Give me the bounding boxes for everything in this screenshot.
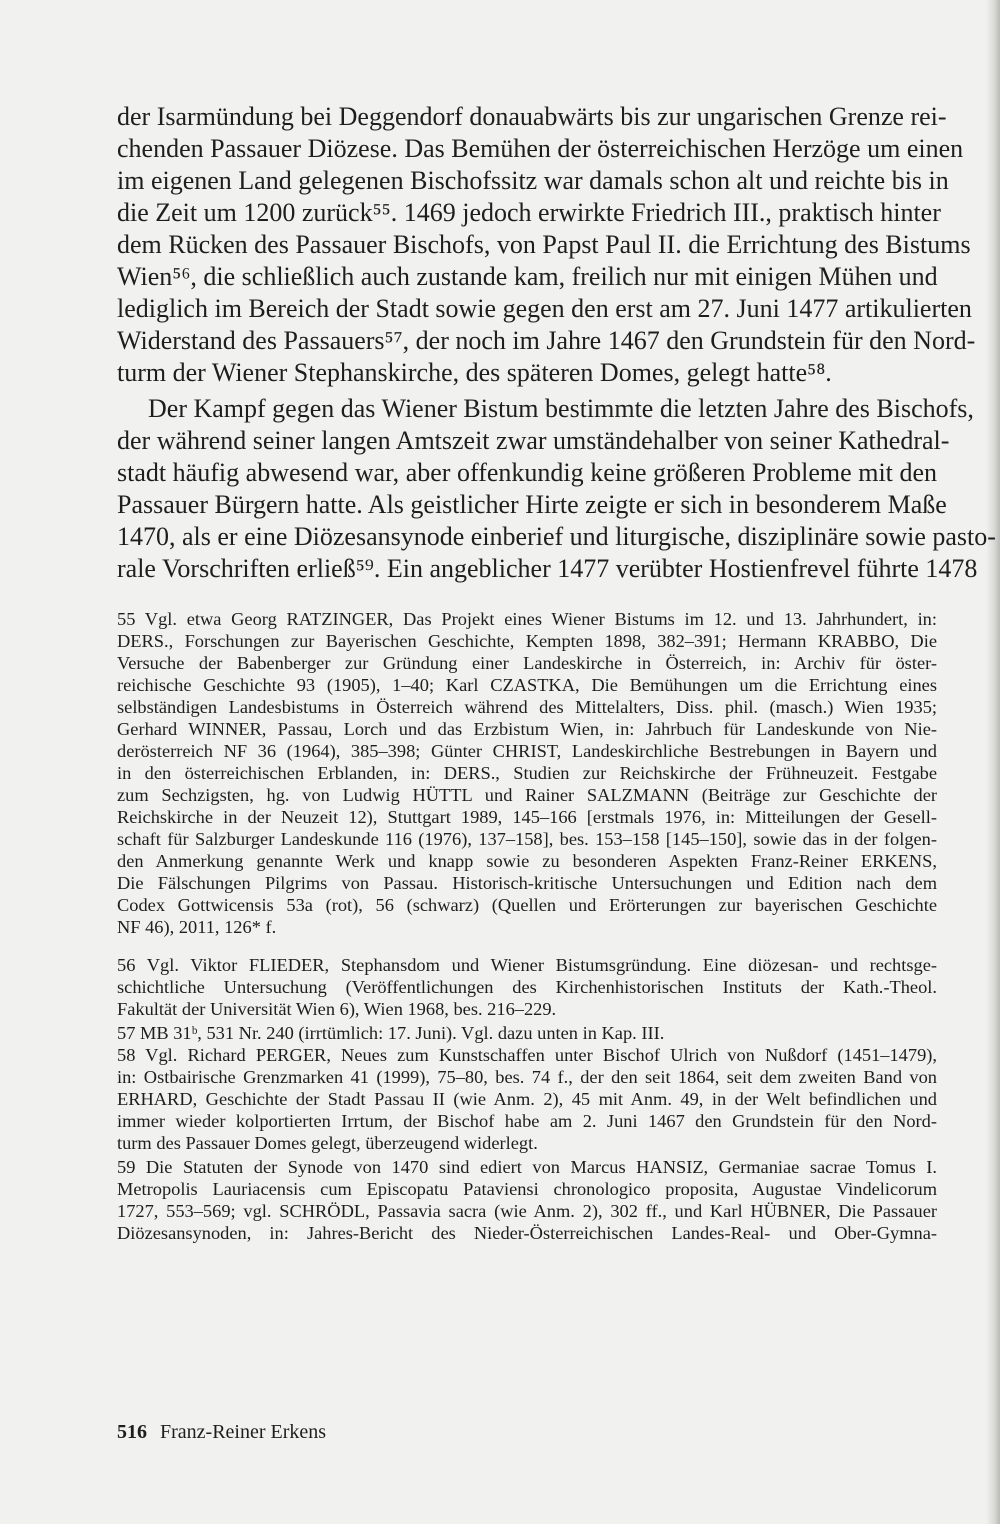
footnote-line: schaft für Salzburger Landeskunde 116 (1976), 137–158], bes. 153–158 [145–150], sowie das in der folgen-: [117, 829, 937, 849]
footnote-line: selbständigen Landesbistums in Österreich während des Mittelalters, Diss. phil. (masch.) Wien 1935;: [117, 697, 937, 717]
body-line: Passauer Bürgern hatte. Als geistlicher Hirte zeigte er sich in besonderem Maße: [117, 490, 947, 519]
body-line: im eigenen Land gelegenen Bischofssitz war damals schon alt und reichte bis in: [117, 166, 949, 195]
body-line: rale Vorschriften erließ⁵⁹. Ein angeblicher 1477 verübter Hostienfrevel führte 1478: [117, 554, 978, 583]
page-footer: [117, 1419, 326, 1445]
footnote-line: Gerhard WINNER, Passau, Lorch und das Erzbistum Wien, in: Jahrbuch für Landeskunde von Nie-: [117, 719, 937, 739]
footnote-line: immer wieder kolportierten Irrtum, der Bischof habe am 2. Juni 1467 den Grundstein für den Nord-: [117, 1111, 937, 1131]
footnote-line: 55 Vgl. etwa Georg RATZINGER, Das Projekt eines Wiener Bistums im 12. und 13. Jahrhundert, in:: [117, 609, 937, 629]
body-line: stadt häufig abwesend war, aber offenkundig keine größeren Probleme mit den: [117, 458, 937, 487]
footnote-line: Die Fälschungen Pilgrims von Passau. Historisch-kritische Untersuchungen und Edition nach dem: [117, 873, 937, 893]
body-line: 1470, als er eine Diözesansynode einberief und liturgische, disziplinäre sowie pasto-: [117, 522, 996, 551]
footnote-line: Versuche der Babenberger zur Gründung einer Landeskirche in Österreich, in: Archiv für öster-: [117, 653, 937, 673]
footnote-line: derösterreich NF 36 (1964), 385–398; Günter CHRIST, Landeskirchliche Bestrebungen in Bayern und: [117, 741, 937, 761]
body-line: lediglich im Bereich der Stadt sowie gegen den erst am 27. Juni 1477 artikulierten: [117, 294, 972, 323]
body-line: chenden Passauer Diözese. Das Bemühen der österreichischen Herzöge um einen: [117, 134, 964, 163]
body-line: Wien⁵⁶, die schließlich auch zustande kam, freilich nur mit einigen Mühen und: [117, 262, 938, 291]
footnote-line: turm des Passauer Domes gelegt, überzeugend widerlegt.: [117, 1133, 538, 1153]
footnote-line: in: Ostbairische Grenzmarken 41 (1999), 75–80, bes. 74 f., der den seit 1864, seit dem zweiten Band von: [117, 1067, 937, 1087]
footnote-line: Fakultät der Universität Wien 6), Wien 1968, bes. 216–229.: [117, 999, 557, 1019]
footnote-line: 56 Vgl. Viktor FLIEDER, Stephansdom und Wiener Bistumsgründung. Eine diözesan- und rechtsge-: [117, 955, 937, 975]
footnote-line: Reichskirche in der Neuzeit 12), Stuttgart 1989, 145–166 [erstmals 1976, in: Mitteilungen der Gesell-: [117, 807, 937, 827]
footnote-line: schichtliche Untersuchung (Veröffentlichungen des Kirchenhistorischen Instituts der Kath.-Theol.: [117, 977, 937, 997]
body-line: Widerstand des Passauers⁵⁷, der noch im Jahre 1467 den Grundstein für den Nord-: [117, 326, 976, 355]
footnote-line: in den österreichischen Erblanden, in: DERS., Studien zur Reichskirche der Frühneuzeit. Festgabe: [117, 763, 937, 783]
footnote-line: 57 MB 31ᵇ, 531 Nr. 240 (irrtümlich: 17. Juni). Vgl. dazu unten in Kap. III.: [117, 1023, 665, 1043]
footnote-line: Diözesansynoden, in: Jahres-Bericht des Nieder-Österreichischen Landes-Real- und Ober-Gymna-: [117, 1223, 937, 1243]
running-author: Franz-Reiner Erkens: [160, 1421, 327, 1443]
footnote-line: 1727, 553–569; vgl. SCHRÖDL, Passavia sacra (wie Anm. 2), 302 ff., und Karl HÜBNER, Die Passauer: [117, 1201, 937, 1221]
body-line: die Zeit um 1200 zurück⁵⁵. 1469 jedoch erwirkte Friedrich III., praktisch hinter: [117, 198, 941, 227]
footnote-line: 58 Vgl. Richard PERGER, Neues zum Kunstschaffen unter Bischof Ulrich von Nußdorf (1451–1479),: [117, 1045, 937, 1065]
footnote-line: DERS., Forschungen zur Bayerischen Geschichte, Kempten 1898, 382–391; Hermann KRABBO, Die: [117, 631, 937, 651]
body-line: der während seiner langen Amtszeit zwar umständehalber von seiner Kathedral-: [117, 426, 950, 455]
footnote-line: zum Sechzigsten, hg. von Ludwig HÜTTL und Rainer SALZMANN (Beiträge zur Geschichte der: [117, 785, 937, 805]
footnote-line: Metropolis Lauriacensis cum Episcopatu Pataviensi chronologico proposita, Augustae Vindelicorum: [117, 1179, 937, 1199]
page-number: 516: [117, 1421, 147, 1443]
footnote-line: NF 46), 2011, 126* f.: [117, 917, 277, 937]
body-line: dem Rücken des Passauer Bischofs, von Papst Paul II. die Errichtung des Bistums: [117, 230, 971, 259]
footnote-line: reichische Geschichte 93 (1905), 1–40; Karl CZASTKA, Die Bemühungen um die Errichtung eines: [117, 675, 937, 695]
body-line: der Isarmündung bei Deggendorf donauabwärts bis zur ungarischen Grenze rei-: [117, 102, 947, 131]
footnote-line: den Anmerkung genannte Werk und knapp sowie zu besonderen Aspekten Franz-Reiner ERKENS,: [117, 851, 937, 871]
footnote-line: Codex Gottwicensis 53a (rot), 56 (schwarz) (Quellen und Erörterungen zur bayerischen Geschichte: [117, 895, 937, 915]
footnote-line: 59 Die Statuten der Synode von 1470 sind ediert von Marcus HANSIZ, Germaniae sacrae Tomus I.: [117, 1157, 937, 1177]
body-line: Der Kampf gegen das Wiener Bistum bestimmte die letzten Jahre des Bischofs,: [148, 394, 974, 423]
body-line: turm der Wiener Stephanskirche, des späteren Domes, gelegt hatte⁵⁸.: [117, 358, 832, 387]
footnote-line: ERHARD, Geschichte der Stadt Passau II (wie Anm. 2), 45 mit Anm. 49, in der Welt befindlichen und: [117, 1089, 937, 1109]
